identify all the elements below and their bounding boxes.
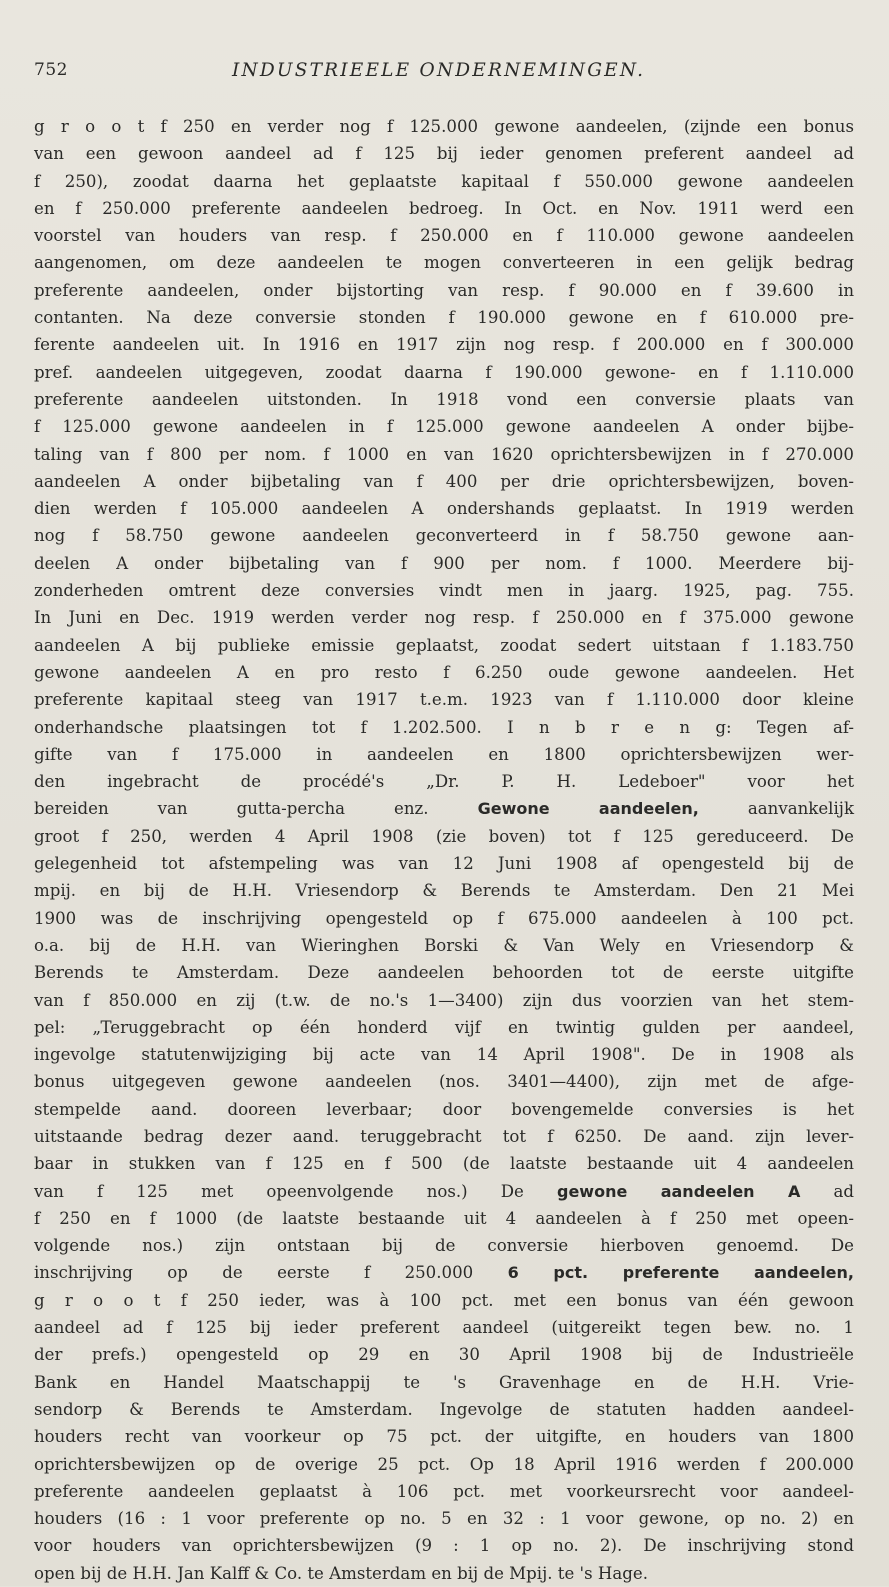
- text-line: [34, 1478, 854, 1505]
- text-line: [34, 959, 854, 986]
- line-text: pref. aandeelen uitgegeven, zoodat daarna f 190.000 gewone- en f 1.110.000: [34, 362, 854, 382]
- text-line: [34, 1014, 854, 1041]
- text-line: [34, 714, 854, 741]
- line-text: van een gewoon aandeel ad f 125 bij ieder genomen preferent aandeel ad: [34, 144, 854, 164]
- text-line: [34, 1123, 854, 1150]
- line-text: oprichtersbewijzen op de overige 25 pct. Op 18 April 1916 werden f 200.000: [34, 1454, 854, 1474]
- text-line: [34, 441, 854, 468]
- text-line: [34, 495, 854, 522]
- line-text: g r o o t f 250 en verder nog f 125.000 gewone aandeelen, (zijnde een bonus: [34, 117, 854, 136]
- line-text: taling van f 800 per nom. f 1000 en van 1620 oprichtersbewijzen in f 270.000: [34, 444, 854, 464]
- page-number: 752: [34, 60, 68, 80]
- line-text: houders (16 : 1 voor preferente op no. 5 en 32 : 1 voor gewone, op no. 2) en: [34, 1509, 854, 1529]
- line-text: voorstel van houders van resp. f 250.000 en f 110.000 gewone aandeelen: [34, 226, 854, 246]
- line-text: Berends te Amsterdam. Deze aandeelen behoorden tot de eerste uitgifte: [34, 963, 854, 983]
- line-text: stempelde aand. dooreen leverbaar; door bovengemelde conversies is het: [34, 1099, 854, 1119]
- text-line: [34, 195, 854, 222]
- line-text: o.a. bij de H.H. van Wieringhen Borski & Van Wely en Vriesendorp &: [34, 935, 854, 955]
- text-line: [34, 522, 854, 549]
- text-line: [34, 113, 854, 140]
- text-line: [34, 987, 854, 1014]
- text-line: [34, 1178, 854, 1205]
- text-line: [34, 659, 854, 686]
- line-text: bereiden van gutta-percha enz.: [34, 799, 478, 819]
- page-header: [34, 60, 854, 90]
- text-line: [34, 1314, 854, 1341]
- text-line: [34, 1451, 854, 1478]
- bold-heading-text: gewone aandeelen A: [556, 1181, 801, 1201]
- line-text: ingevolge statutenwijziging bij acte van 14 April 1908". De in 1908 als: [34, 1045, 854, 1065]
- line-text: sendorp & Berends te Amsterdam. Ingevolge de statuten hadden aandeel-: [34, 1399, 854, 1419]
- text-line: [34, 1505, 854, 1532]
- line-text: mpij. en bij de H.H. Vriesendorp & Berends te Amsterdam. Den 21 Mei: [34, 881, 854, 901]
- line-text: f 250 en f 1000 (de laatste bestaande uit 4 aandeelen à f 250 met opeen-: [34, 1208, 854, 1228]
- line-text: aandeelen A bij publieke emissie geplaatst, zoodat sedert uitstaan f 1.183.750: [34, 635, 854, 655]
- text-line: [34, 1532, 854, 1559]
- line-text: groot f 250, werden 4 April 1908 (zie boven) tot f 125 gereduceerd. De: [34, 826, 854, 846]
- line-text: preferente aandeelen, onder bijstorting van resp. f 90.000 en f 39.600 in: [34, 280, 854, 300]
- text-line: [34, 550, 854, 577]
- line-text: voor houders van oprichtersbewijzen (9 : 1 op no. 2). De inschrijving stond: [34, 1536, 854, 1556]
- line-text: preferente kapitaal steeg van 1917 t.e.m. 1923 van f 1.110.000 door kleine: [34, 690, 854, 710]
- line-text: der prefs.) opengesteld op 29 en 30 April 1908 bij de Industrieële: [34, 1345, 854, 1365]
- text-line: [34, 1396, 854, 1423]
- text-line: [34, 823, 854, 850]
- line-text: bonus uitgegeven gewone aandeelen (nos. 3401—4400), zijn met de afge-: [34, 1072, 854, 1092]
- line-text: baar in stukken van f 125 en f 500 (de laatste bestaande uit 4 aandeelen: [34, 1154, 854, 1174]
- line-text: f 125.000 gewone aandeelen in f 125.000 gewone aandeelen A onder bijbe-: [34, 417, 854, 437]
- line-text: In Juni en Dec. 1919 werden verder nog resp. f 250.000 en f 375.000 gewone: [34, 608, 854, 628]
- line-text: volgende nos.) zijn ontstaan bij de conversie hierboven genoemd. De: [34, 1236, 854, 1256]
- text-line: [34, 1560, 854, 1587]
- line-text: aanvankelijk: [698, 799, 854, 819]
- text-line: [34, 577, 854, 604]
- running-title: INDUSTRIEELE ONDERNEMINGEN.: [232, 60, 646, 81]
- line-text: den ingebracht de procédé's „Dr. P. H. Ledeboer" voor het: [34, 772, 854, 792]
- line-text: preferente aandeelen geplaatst à 106 pct. met voorkeursrecht voor aandeel-: [34, 1481, 854, 1501]
- line-text: gelegenheid tot afstempeling was van 12 Juni 1908 af opengesteld bij de: [34, 854, 854, 874]
- line-text: contanten. Na deze conversie stonden f 190.000 gewone en f 610.000 pre-: [34, 308, 854, 328]
- text-line: [34, 741, 854, 768]
- text-line: [34, 1423, 854, 1450]
- text-line: [34, 1232, 854, 1259]
- line-text: onderhandsche plaatsingen tot f 1.202.500. I n b r e n g: Tegen af-: [34, 717, 854, 737]
- text-line: [34, 249, 854, 276]
- text-line: [34, 277, 854, 304]
- text-line: [34, 632, 854, 659]
- line-text: 1900 was de inschrijving opengesteld op f 675.000 aandeelen à 100 pct.: [34, 908, 854, 928]
- line-text: aandeelen A onder bijbetaling van f 400 per drie oprichtersbewijzen, boven-: [34, 471, 854, 491]
- line-text: houders recht van voorkeur op 75 pct. der uitgifte, en houders van 1800: [34, 1427, 854, 1447]
- line-text: open bij de H.H. Jan Kalff & Co. te Amsterdam en bij de Mpij. te 's Hage.: [34, 1563, 648, 1583]
- text-line: [34, 877, 854, 904]
- line-text: uitstaande bedrag dezer aand. teruggebracht tot f 6250. De aand. zijn lever-: [34, 1126, 854, 1146]
- text-line: [34, 359, 854, 386]
- text-line: [34, 686, 854, 713]
- text-line: [34, 1287, 854, 1314]
- bold-heading-text: Gewone aandeelen,: [477, 799, 699, 819]
- text-line: [34, 768, 854, 795]
- text-line: [34, 1096, 854, 1123]
- line-text: gewone aandeelen A en pro resto f 6.250 oude gewone aandeelen. Het: [34, 662, 854, 682]
- text-line: [34, 1205, 854, 1232]
- text-line: [34, 386, 854, 413]
- text-line: [34, 140, 854, 167]
- line-text: g r o o t f 250 ieder, was à 100 pct. met een bonus van één gewoon: [34, 1290, 854, 1310]
- body-text: [34, 113, 854, 1587]
- text-line: [34, 1068, 854, 1095]
- text-line: [34, 331, 854, 358]
- text-line: [34, 1041, 854, 1068]
- text-line: [34, 850, 854, 877]
- text-line: [34, 222, 854, 249]
- line-text: preferente aandeelen uitstonden. In 1918 vond een conversie plaats van: [34, 389, 854, 409]
- line-text: aandeel ad f 125 bij ieder preferent aandeel (uitgereikt tegen bew. no. 1: [34, 1318, 854, 1338]
- line-text: en f 250.000 preferente aandeelen bedroeg. In Oct. en Nov. 1911 werd een: [34, 198, 854, 218]
- bold-heading-text: 6 pct. preferente aandeelen,: [507, 1263, 855, 1283]
- text-line: [34, 1259, 854, 1286]
- line-text: Bank en Handel Maatschappij te 's Gravenhage en de H.H. Vrie-: [34, 1372, 854, 1392]
- line-text: pel: „Teruggebracht op één honderd vijf en twintig gulden per aandeel,: [34, 1017, 854, 1037]
- line-text: van f 850.000 en zij (t.w. de no.'s 1—3400) zijn dus voorzien van het stem-: [34, 990, 854, 1010]
- line-text: ferente aandeelen uit. In 1916 en 1917 zijn nog resp. f 200.000 en f 300.000: [34, 335, 854, 355]
- text-line: [34, 168, 854, 195]
- text-line: [34, 932, 854, 959]
- line-text: ad: [800, 1181, 854, 1201]
- line-text: inschrijving op de eerste f 250.000: [34, 1263, 508, 1283]
- text-line: [34, 795, 854, 822]
- line-text: gifte van f 175.000 in aandeelen en 1800 oprichtersbewijzen wer-: [34, 744, 854, 764]
- line-text: nog f 58.750 gewone aandeelen geconverteerd in f 58.750 gewone aan-: [34, 526, 854, 546]
- text-line: [34, 413, 854, 440]
- line-text: f 250), zoodat daarna het geplaatste kapitaal f 550.000 gewone aandeelen: [34, 171, 854, 191]
- line-text: deelen A onder bijbetaling van f 900 per nom. f 1000. Meerdere bij-: [34, 553, 854, 573]
- line-text: dien werden f 105.000 aandeelen A ondershands geplaatst. In 1919 werden: [34, 499, 854, 519]
- text-line: [34, 1369, 854, 1396]
- text-line: [34, 468, 854, 495]
- text-line: [34, 905, 854, 932]
- text-line: [34, 604, 854, 631]
- line-text: zonderheden omtrent deze conversies vindt men in jaarg. 1925, pag. 755.: [34, 581, 854, 601]
- line-text: aangenomen, om deze aandeelen te mogen converteeren in een gelijk bedrag: [34, 253, 854, 273]
- text-line: [34, 304, 854, 331]
- text-line: [34, 1150, 854, 1177]
- text-line: [34, 1341, 854, 1368]
- line-text: van f 125 met opeenvolgende nos.) De: [34, 1181, 557, 1201]
